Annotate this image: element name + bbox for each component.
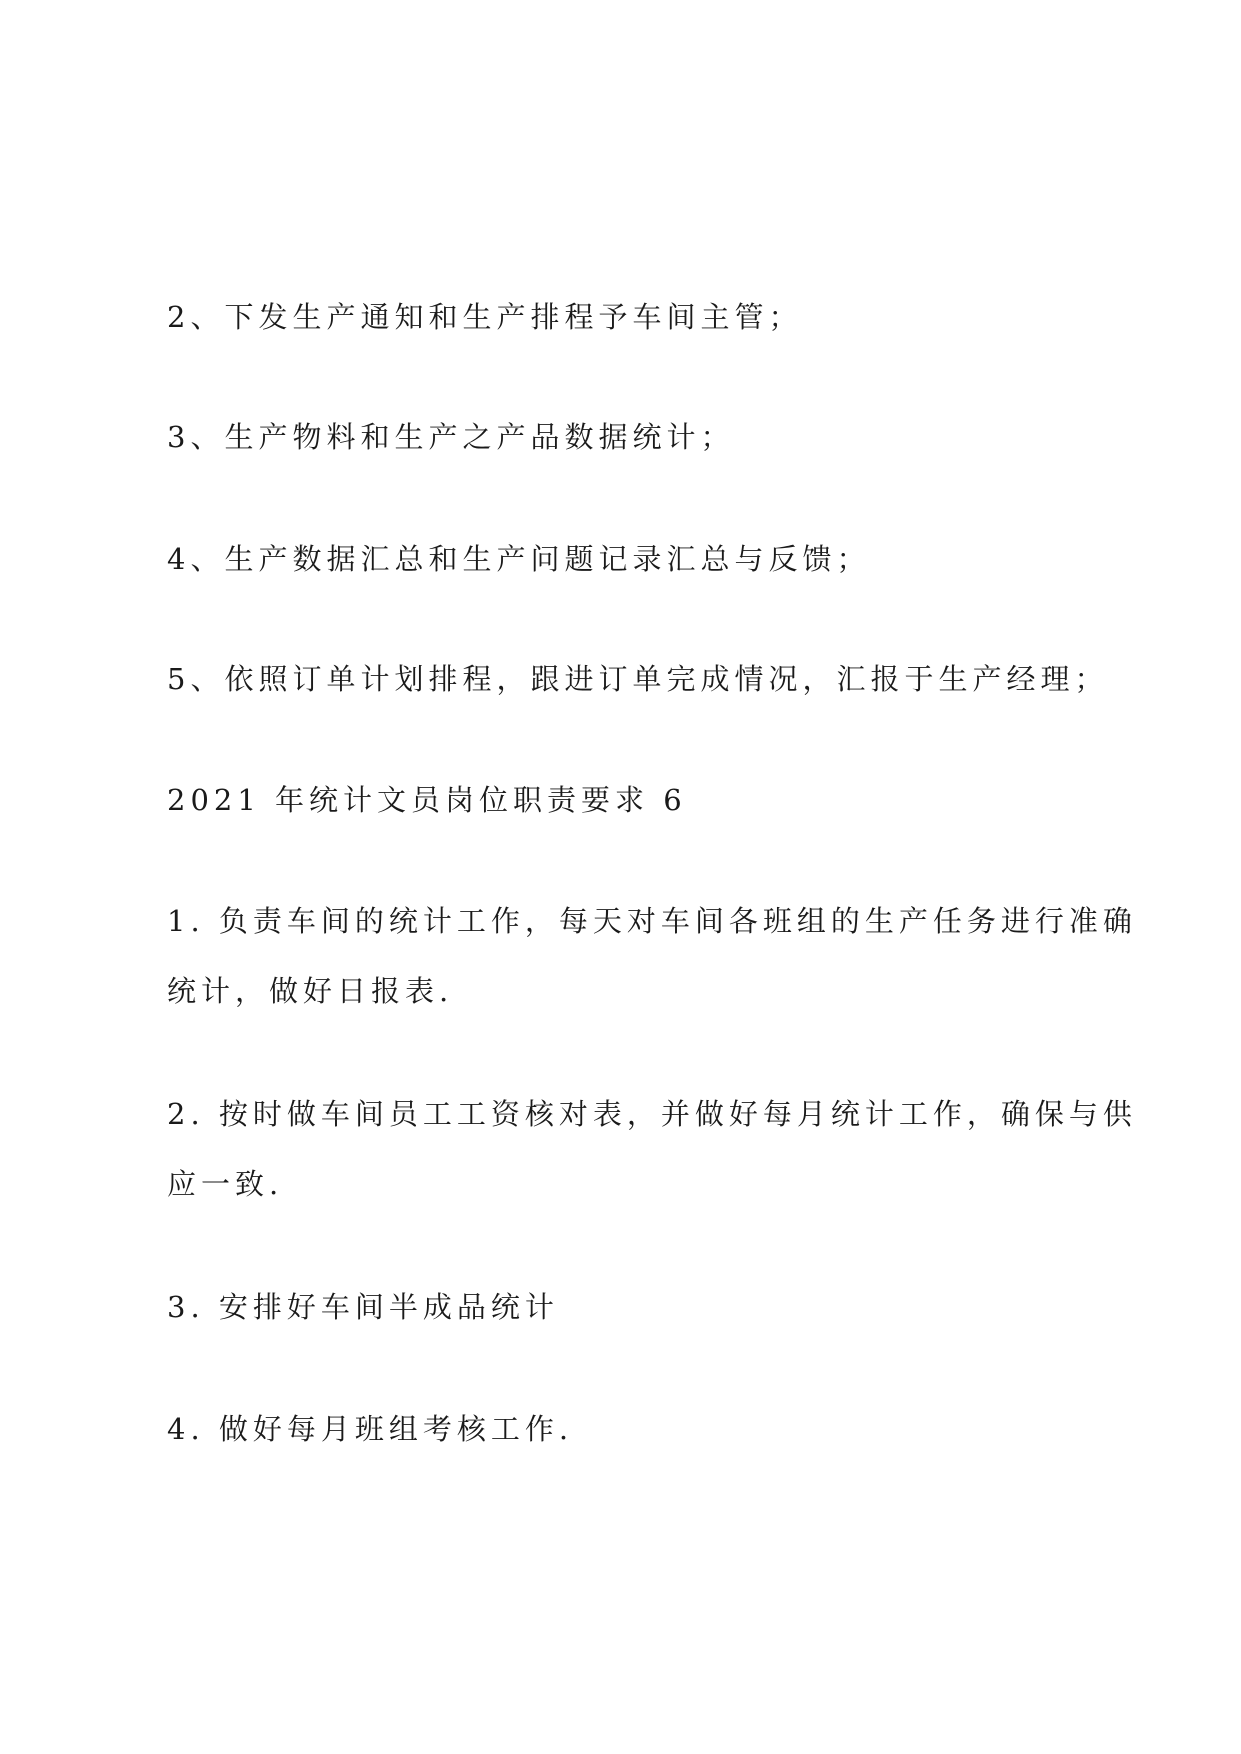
- paragraph-line: 1. 负责车间的统计工作，每天对车间各班组的生产任务进行准确: [167, 904, 1137, 938]
- requirement-item-3: [167, 1272, 1107, 1342]
- paragraph-item-3: [167, 402, 1107, 472]
- paragraph-item-4: [167, 524, 1107, 594]
- heading-line: 2021 年统计文员岗位职责要求 6: [167, 783, 687, 817]
- paragraph-line: 4. 做好每月班组考核工作.: [167, 1412, 574, 1446]
- requirement-item-2: [167, 1079, 1137, 1219]
- paragraph-line: 应一致.: [167, 1167, 284, 1201]
- requirement-item-4: [167, 1394, 1107, 1464]
- paragraph-item-5: [167, 644, 1107, 714]
- section-heading: [167, 765, 1107, 835]
- paragraph-line: 2. 按时做车间员工工资核对表，并做好每月统计工作，确保与供: [167, 1097, 1137, 1131]
- paragraph-line: 3. 安排好车间半成品统计: [167, 1290, 559, 1324]
- paragraph-line: 4、生产数据汇总和生产问题记录汇总与反馈；: [167, 542, 871, 576]
- requirement-item-1: [167, 886, 1137, 1026]
- paragraph-line: 统计，做好日报表.: [167, 974, 454, 1008]
- paragraph-line: 3、生产物料和生产之产品数据统计；: [167, 420, 735, 454]
- paragraph-item-2: [167, 282, 1107, 352]
- paragraph-line: 5、依照订单计划排程，跟进订单完成情况，汇报于生产经理；: [167, 662, 1109, 696]
- paragraph-line: 2、下发生产通知和生产排程予车间主管；: [167, 300, 803, 334]
